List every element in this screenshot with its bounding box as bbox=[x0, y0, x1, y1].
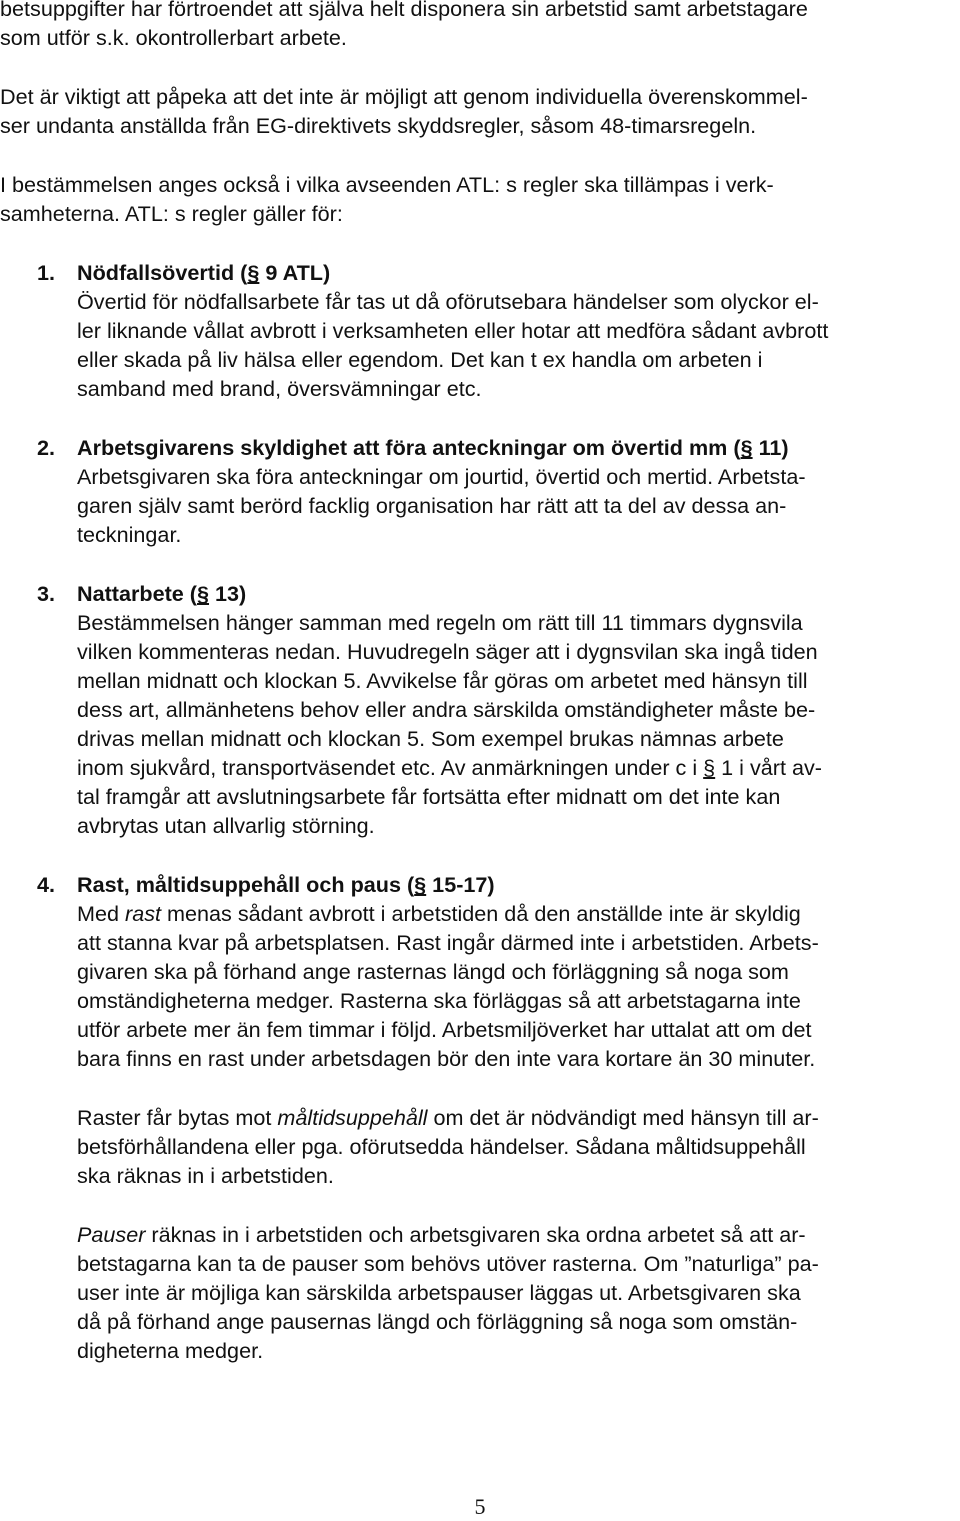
section-line: utför arbete mer än fem timmar i följd. Arbetsmiljöverket har uttalat att om det bbox=[77, 1017, 812, 1042]
section-line: inom sjukvård, transportväsendet etc. Av anmärkningen under c i § 1 i vårt av- bbox=[77, 755, 822, 780]
section-line: ler liknande vållat avbrott i verksamheten eller hotar att medföra sådant avbrott bbox=[77, 318, 829, 343]
section-line: dess art, allmänhetens behov eller andra särskilda omständigheter måste be- bbox=[77, 697, 816, 722]
section-number: 1. bbox=[37, 260, 56, 285]
section-line: Arbetsgivaren ska föra anteckningar om jourtid, övertid och mertid. Arbetsta- bbox=[77, 464, 806, 489]
section-line: user inte är möjliga kan särskilda arbetspauser läggas ut. Arbetsgivaren ska bbox=[77, 1280, 801, 1305]
section-line: drivas mellan midnatt och klockan 5. Som exempel brukas nämnas arbete bbox=[77, 726, 784, 751]
section-line: Bestämmelsen hänger samman med regeln om rätt till 11 timmars dygnsvila bbox=[77, 610, 803, 635]
section-line: vilken kommenteras nedan. Huvudregeln säger att i dygnsvilan ska ingå tiden bbox=[77, 639, 818, 664]
section-line: givaren ska på förhand ange rasternas längd och förläggning så noga som bbox=[77, 959, 789, 984]
section-heading: Nattarbete (§ 13) bbox=[77, 581, 247, 606]
section-line: ska räknas in i arbetstiden. bbox=[77, 1163, 334, 1188]
section-line: att stanna kvar på arbetsplatsen. Rast ingår därmed inte i arbetstiden. Arbets- bbox=[77, 930, 819, 955]
section-number: 2. bbox=[37, 435, 56, 460]
section-line: mellan midnatt och klockan 5. Avvikelse får göras om arbetet med hänsyn till bbox=[77, 668, 808, 693]
section-line: omständigheterna medger. Rasterna ska förläggas så att arbetstagarna inte bbox=[77, 988, 801, 1013]
section-line: betsförhållandena eller pga. oförutsedda händelser. Sådana måltidsuppehåll bbox=[77, 1134, 806, 1159]
section-line: garen själv samt berörd facklig organisation har rätt att ta del av dessa an- bbox=[77, 493, 787, 518]
intro-line: ser undanta anställda från EG-direktivets skyddsregler, såsom 48-timarsregeln. bbox=[0, 113, 757, 138]
section-line: Raster får bytas mot måltidsuppehåll om det är nödvändigt med hänsyn till ar- bbox=[77, 1105, 819, 1130]
intro-line: som utför s.k. okontrollerbart arbete. bbox=[0, 25, 347, 50]
section-line: digheterna medger. bbox=[77, 1338, 264, 1363]
section-line: teckningar. bbox=[77, 522, 182, 547]
section-line: betstagarna kan ta de pauser som behövs utöver rasterna. Om ”naturliga” pa- bbox=[77, 1251, 819, 1276]
intro-line: I bestämmelsen anges också i vilka avseenden ATL: s regler ska tillämpas i verk- bbox=[0, 172, 774, 197]
section-line: tal framgår att avslutningsarbete får fortsätta efter midnatt om det inte kan bbox=[77, 784, 781, 809]
intro-line: Det är viktigt att påpeka att det inte är möjligt att genom individuella överenskommel- bbox=[0, 84, 808, 109]
section-line: då på förhand ange pausernas längd och förläggning så noga som omstän- bbox=[77, 1309, 798, 1334]
section-line: Övertid för nödfallsarbete får tas ut då oförutsebara händelser som olyckor el- bbox=[77, 289, 819, 314]
section-line: Pauser räknas in i arbetstiden och arbetsgivaren ska ordna arbetet så att ar- bbox=[77, 1222, 806, 1247]
section-line: bara finns en rast under arbetsdagen bör den inte vara kortare än 30 minuter. bbox=[77, 1046, 816, 1071]
section-heading: Rast, måltidsuppehåll och paus (§ 15-17) bbox=[77, 872, 495, 897]
section-line: eller skada på liv hälsa eller egendom. Det kan t ex handla om arbeten i bbox=[77, 347, 763, 372]
section-line: samband med brand, översvämningar etc. bbox=[77, 376, 482, 401]
section-heading: Nödfallsövertid (§ 9 ATL) bbox=[77, 260, 331, 285]
section-number: 4. bbox=[37, 872, 56, 897]
section-line: avbrytas utan allvarlig störning. bbox=[77, 813, 375, 838]
intro-line: samheterna. ATL: s regler gäller för: bbox=[0, 201, 343, 226]
section-heading: Arbetsgivarens skyldighet att föra anteckningar om övertid mm (§ 11) bbox=[77, 435, 789, 460]
page-number: 5 bbox=[474, 1494, 486, 1519]
intro-line: betsuppgifter har förtroendet att själva helt disponera sin arbetstid samt arbetstagare bbox=[0, 0, 808, 21]
section-line: Med rast menas sådant avbrott i arbetstiden då den anställde inte är skyldig bbox=[77, 901, 801, 926]
section-number: 3. bbox=[37, 581, 56, 606]
